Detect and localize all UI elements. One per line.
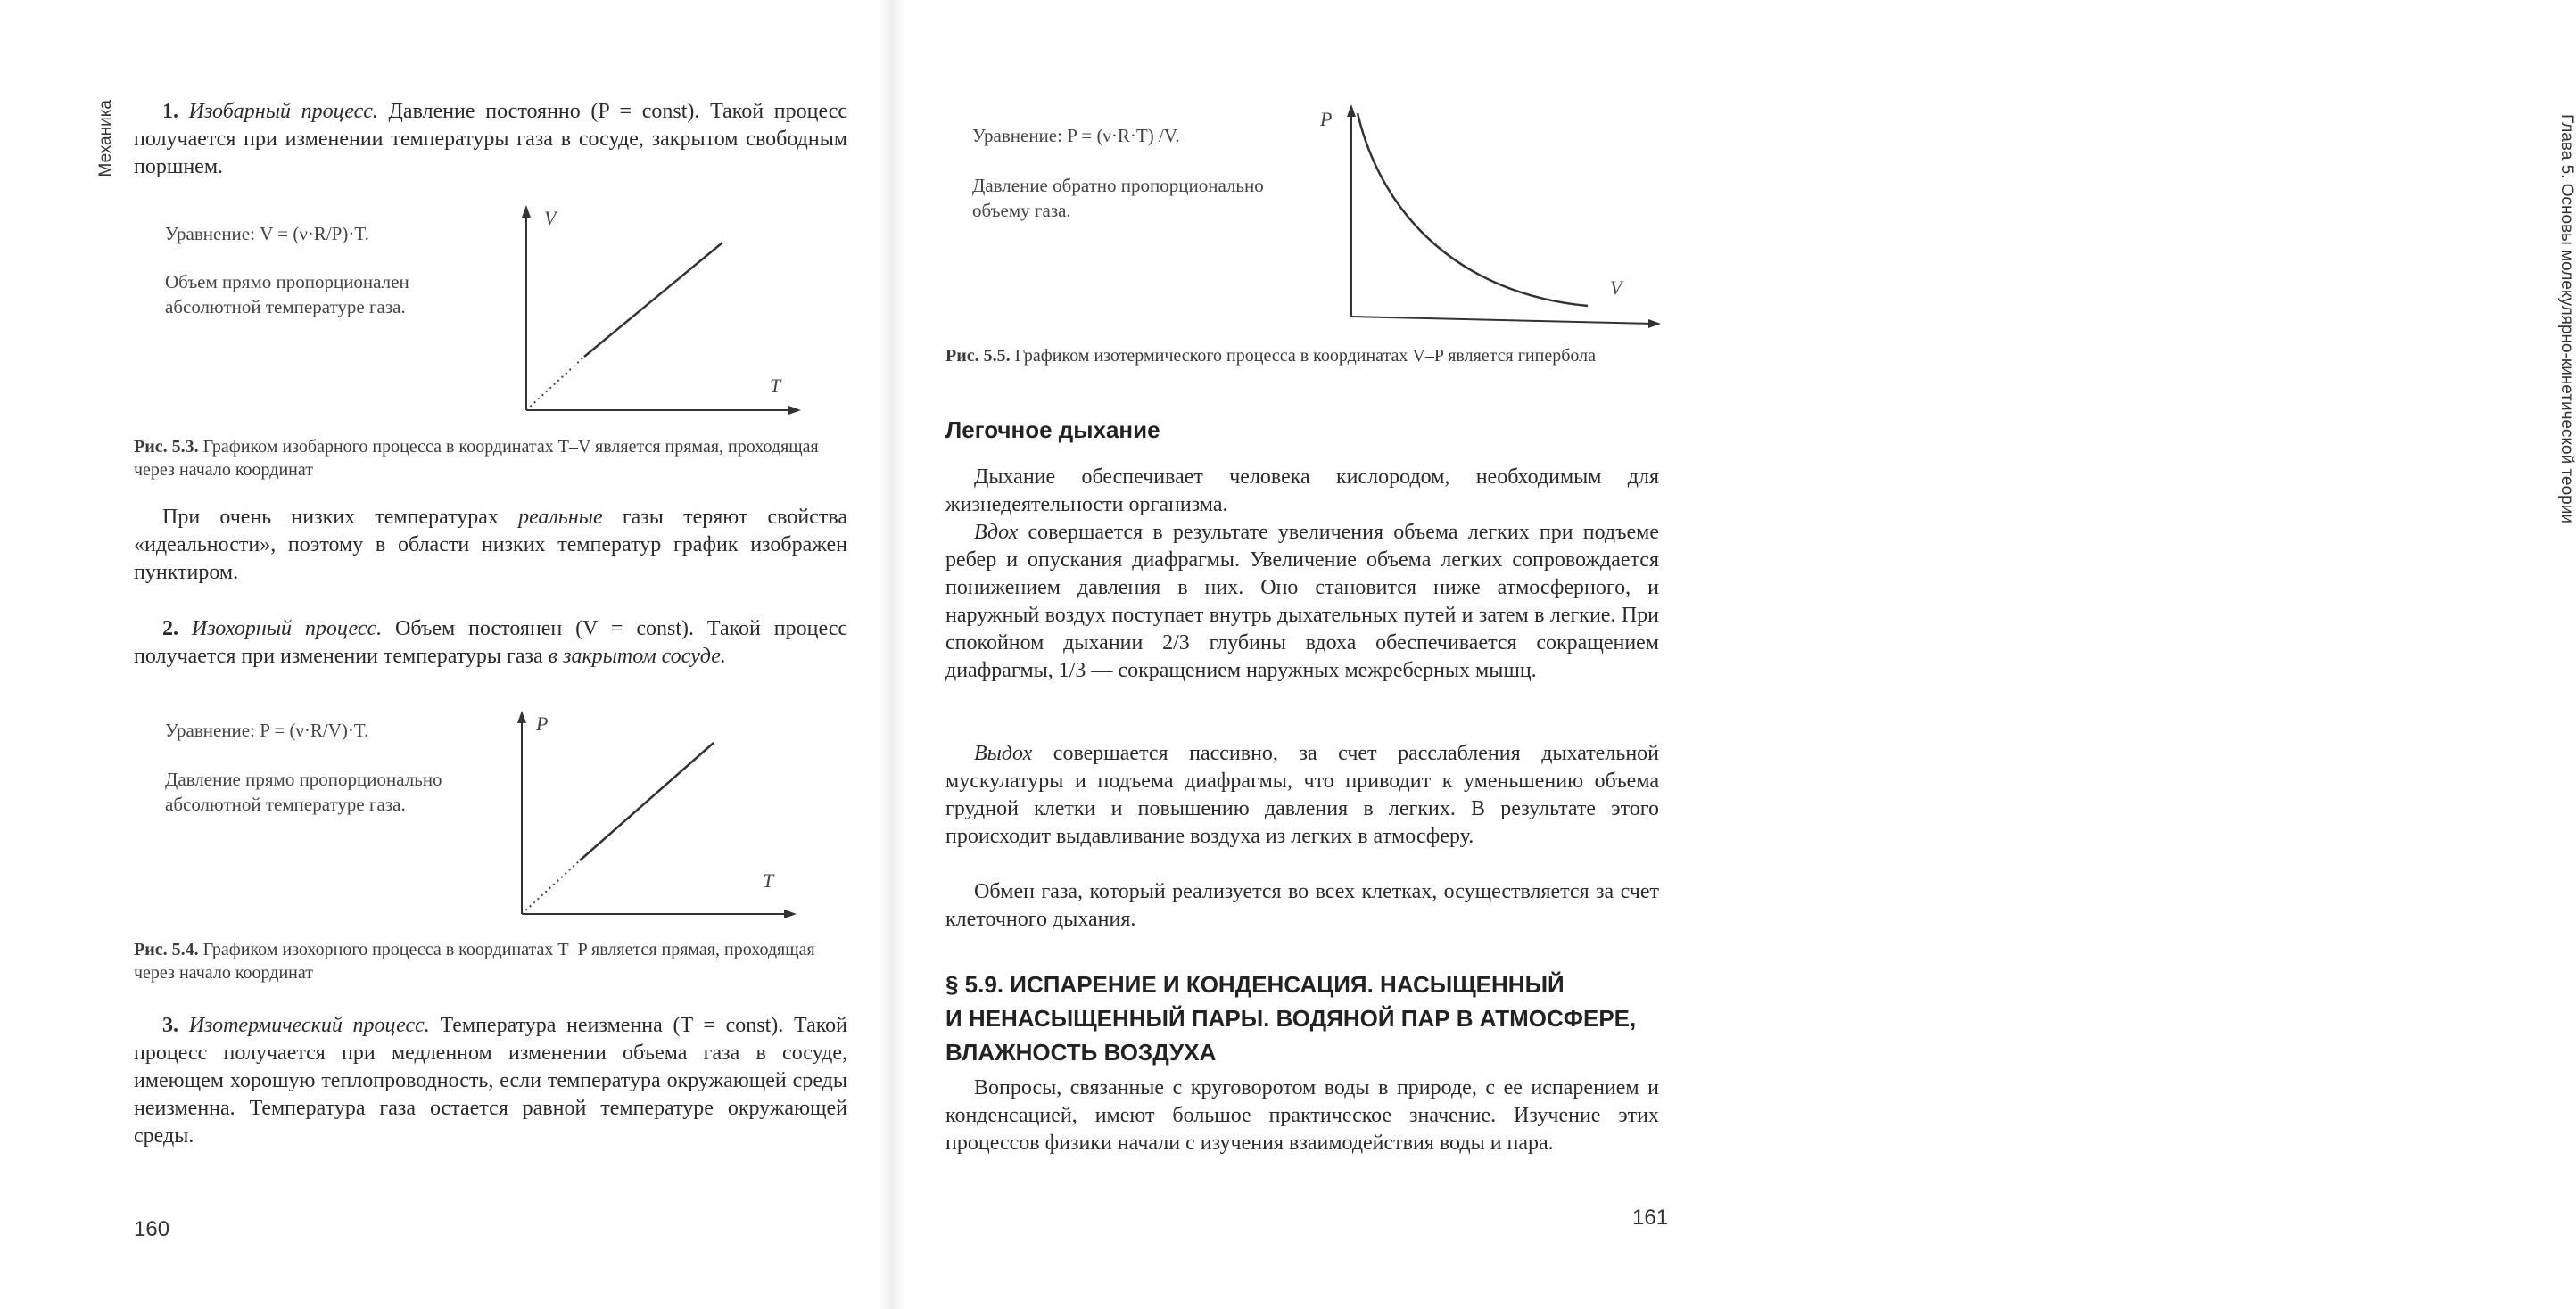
paragraph-isochoric [134,615,847,671]
data-line [580,743,714,860]
caption-label: Рис. 5.4. [134,940,199,959]
item-text: Температура неизменна (T = const). Такой процесс получается при медленном изменении объема газа в сосуде, имеющем хорошую теплопроводность, если температура окружающей среды неизменна. Температура газа остается равной температуре окружающей среды. [134,1014,847,1148]
graph-isothermal [1311,103,1668,334]
graph-isobaric [517,205,812,419]
item-italic-tail: в закрытом сосуде. [548,645,726,668]
paragraph-text: совершается пассивно, за счет расслабления дыхательной мускулатуры и подъема диафрагмы, что приводит к уменьшению объема грудной клетки и повышению давления в легких. В результате этого происходит выдавливание воздуха из легких в атмосферу. [945,742,1660,848]
hyperbola-curve [1358,113,1588,306]
caption-label: Рис. 5.3. [134,437,199,457]
graph-isochoric [513,709,807,923]
dotted-segment [526,357,584,410]
description-isochoric: Давление прямо пропорционально абсолютной температуре газа. [165,769,442,815]
dotted-segment [522,860,580,914]
description-isothermal: Давление обратно пропорционально объему газа. [972,175,1264,221]
running-head-right: Глава 5. Основы молекулярно-кинетической теории [2557,114,2576,523]
axis-label-y: V [544,207,557,229]
item-number: 1. [162,100,178,123]
page-number-right: 161 [1632,1206,1669,1230]
page-number-left: 160 [134,1217,170,1241]
x-axis-arrow [788,406,801,415]
equation-isobaric: Уравнение: V = (ν·R/P)·T. [165,223,369,244]
x-axis-arrow [1648,319,1661,328]
axis-label-y: P [536,712,549,735]
item-title: Изобарный процесс. [188,100,378,123]
axis-label-x: T [763,869,774,892]
axis-label-x: T [770,375,781,397]
section-heading-line: ВЛАЖНОСТЬ ВОЗДУХА [945,1039,1217,1066]
item-title: Изотермический процесс. [188,1014,430,1037]
right-page [892,0,2576,1309]
paragraph-isothermal [134,1012,847,1150]
italic-word: реальные [518,506,603,529]
section-heading-line: И НЕНАСЫЩЕННЫЙ ПАРЫ. ВОДЯНОЙ ПАР В АТМОСФЕРЕ, [945,1005,1637,1032]
left-page [0,0,892,1309]
caption-fig-5-3 [134,435,847,482]
item-text: Давление постоянно (P = const). Такой процесс получается при изменении температуры газа в сосуде, закрытом свободным поршнем. [134,100,847,178]
caption-text: Графиком изохорного процесса в координатах T–P является прямая, проходящая через начало координат [134,940,815,983]
y-axis-arrow [522,205,531,218]
item-text: Объем постоянен (V = const). Такой процесс получается при изменении температуры газа [134,617,848,668]
section-heading-line: § 5.9. ИСПАРЕНИЕ И КОНДЕНСАЦИЯ. НАСЫЩЕННЫЙ [945,971,1565,998]
section-heading [945,967,1677,1069]
x-axis [1351,317,1655,324]
caption-text: Графиком изобарного процесса в координатах T–V является прямая, проходящая через начало координат [134,437,819,480]
data-line [584,243,722,357]
paragraph-exhale [945,740,1659,851]
paragraph-text: совершается в результате увеличения объема легких при подъеме ребер и опускания диафрагмы. Увеличение объема легких сопровождается понижением давления в них. Оно становится ниже атмосферного, и наружный воздух поступает внутрь дыхательных путей и затем в легкие. При спокойном дыхании 2/3 глубины вдоха обеспечивается сокращением диафрагмы, 1/3 — сокращением наружных межреберных мышц. [945,521,1660,682]
heading-breathing: Легочное дыхание [945,416,1160,443]
caption-label: Рис. 5.5. [945,346,1011,366]
item-title: Изохорный процесс. [191,617,383,640]
item-number: 3. [162,1014,178,1037]
running-head-left: Механика [96,100,115,177]
axis-label-x: V [1610,276,1622,299]
italic-word: Выдох [974,742,1033,765]
description-isobaric: Объем прямо пропорционален абсолютной температуре газа. [165,271,409,317]
caption-fig-5-4 [134,938,847,984]
caption-text: Графиком изотермического процесса в координатах V–P является гипербола [1014,346,1596,366]
paragraph-low-temperatures [134,504,847,587]
y-axis-arrow [1347,104,1356,117]
paragraph-section-intro: Вопросы, связанные с круговоротом воды в природе, с ее испарением и конденсацией, имеют большое практическое значение. Изучение этих процессов физики начали с изучения взаимодействия воды и пара. [945,1076,1659,1155]
equation-isochoric: Уравнение: P = (ν·R/V)·T. [165,720,369,741]
text-part: газы теряют свойства «идеальности», поэтому в области низких температур график изображен пунктиром. [134,506,848,584]
text-part: При очень низких температурах [162,506,499,529]
axis-label-y: P [1320,108,1333,130]
italic-word: Вдох [974,521,1019,544]
paragraph-inhale [945,519,1659,685]
paragraph-isobaric [134,98,847,181]
y-axis-arrow [517,711,526,723]
item-number: 2. [162,617,178,640]
paragraph-gas-exchange: Обмен газа, который реализуется во всех клетках, осуществляется за счет клеточного дыхания. [945,880,1659,931]
paragraph-breathing-intro: Дыхание обеспечивает человека кислородом, необходимым для жизнедеятельности организма. [945,465,1659,516]
caption-fig-5-5 [945,344,1659,367]
equation-isothermal: Уравнение: P = (ν·R·T) /V. [972,125,1180,146]
x-axis-arrow [784,910,797,918]
